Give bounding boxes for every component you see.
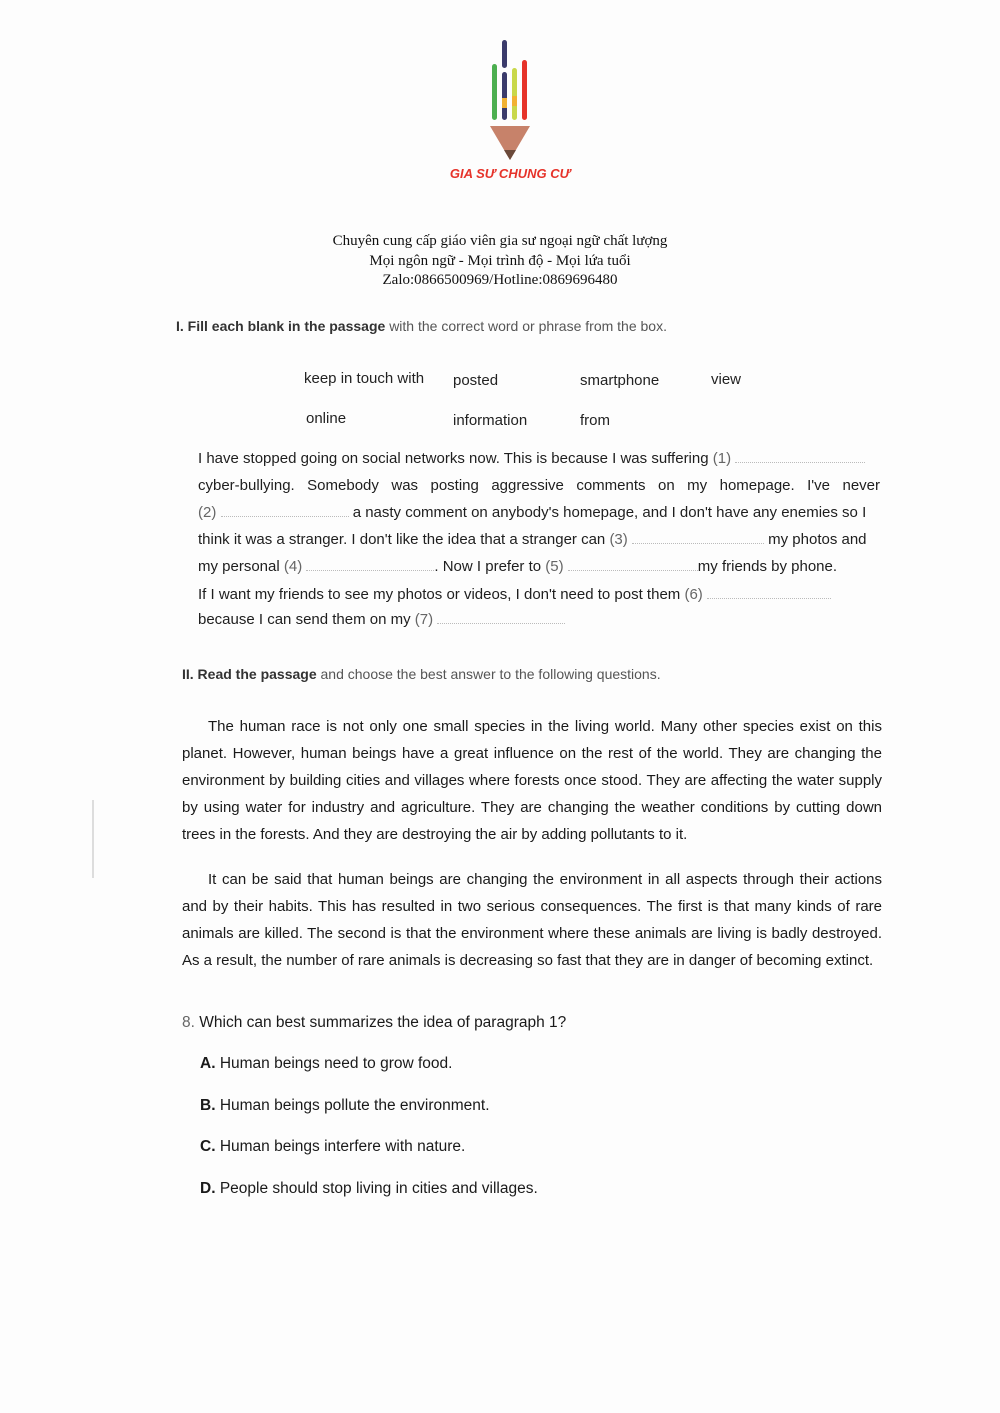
tagline-line-1: Chuyên cung cấp giáo viên gia sư ngoại ngữ chất lượng — [332, 233, 668, 249]
blank-number: (1) — [712, 450, 732, 467]
section-2-heading-label: II. Read the passage — [182, 666, 317, 682]
section-1-heading-rest: with the correct word or phrase from the box. — [389, 318, 667, 334]
word-box — [298, 362, 766, 434]
passage-line-7: because I can send them on my (7) — [198, 609, 880, 630]
box-word: posted — [453, 372, 499, 389]
question-8 — [182, 1014, 566, 1032]
box-word: from — [580, 412, 610, 429]
blank-number: (2) — [198, 504, 217, 521]
option-letter: D. — [200, 1180, 216, 1197]
passage-line-3: (2) a nasty comment on anybody's homepage, and I don't have any enemies so I — [198, 504, 867, 521]
option-letter: B. — [200, 1097, 216, 1114]
blank-7[interactable] — [437, 609, 565, 624]
passage-line-4: think it was a stranger. I don't like the idea that a stranger can (3) my photos and — [198, 531, 867, 548]
blank-3[interactable] — [632, 529, 764, 544]
option-letter: C. — [200, 1138, 216, 1155]
blank-number: (3) — [609, 531, 628, 548]
box-word: view — [711, 371, 742, 388]
passage-line-5: my personal (4) . Now I prefer to (5) my friends by phone. — [198, 558, 838, 575]
option-c[interactable] — [200, 1138, 465, 1156]
tagline-line-2: Mọi ngôn ngữ - Mọi trình độ - Mọi lứa tuổi — [369, 253, 631, 269]
option-d[interactable] — [200, 1180, 538, 1198]
reading-paragraph-1: The human race is not only one small species in the living world. Many other species exist on this planet. However, human beings have a great influence on the rest of the world. They are changing the environment by building cities and villages where forests once stood. They are affecting the water supply by using water for industry and agriculture. They are changing the weather conditions by cutting down trees in the forests. And they are destroying the air by adding pollutants to it. — [182, 718, 882, 843]
section-2-heading — [182, 666, 661, 682]
reading-paragraph-2: It can be said that human beings are changing the environment in all aspects through their actions and by their habits. This has resulted in two serious consequences. The first is that many kinds of rare animals are killed. The second is that the environment where these animals are living is badly destroyed. As a result, the number of rare animals is decreasing so fast that they are in danger of becoming extinct. — [182, 871, 882, 969]
option-text: Human beings interfere with nature. — [219, 1138, 466, 1155]
box-word: keep in touch with — [304, 370, 425, 387]
section-1-heading — [176, 318, 667, 334]
blank-5[interactable] — [568, 556, 698, 571]
box-word: smartphone — [580, 372, 660, 389]
blank-number: (5) — [545, 558, 564, 575]
blank-2[interactable] — [221, 502, 349, 517]
section-2-heading-rest: and choose the best answer to the following questions. — [320, 666, 661, 682]
pencil-logo-icon — [480, 38, 550, 168]
tagline-contact: Zalo:0866500969/Hotline:0869696480 — [382, 272, 618, 288]
blank-6[interactable] — [707, 584, 831, 599]
question-text: Which can best summarizes the idea of paragraph 1? — [199, 1014, 567, 1031]
blank-number: (4) — [283, 558, 303, 575]
blank-4[interactable] — [306, 556, 434, 571]
section-1-heading-label: I. Fill each blank in the passage — [176, 318, 386, 334]
question-number: 8. — [182, 1014, 195, 1031]
passage-line-2: cyber-bullying. Somebody was posting aggressive comments on my homepage. I've never — [198, 477, 880, 494]
blank-number: (7) — [414, 611, 434, 628]
option-text: Human beings pollute the environment. — [219, 1097, 490, 1114]
passage-line-1: I have stopped going on social networks now. This is because I was suffering (1) — [198, 448, 880, 469]
option-text: People should stop living in cities and villages. — [219, 1180, 538, 1197]
option-b[interactable] — [200, 1097, 490, 1115]
option-text: Human beings need to grow food. — [219, 1055, 453, 1072]
option-letter: A. — [200, 1055, 216, 1072]
scan-mark — [92, 800, 94, 878]
passage-line-6: If I want my friends to see my photos or videos, I don't need to post them (6) — [198, 584, 880, 605]
box-word: online — [306, 410, 347, 427]
box-word: information — [453, 412, 528, 429]
option-a[interactable] — [200, 1055, 452, 1073]
brand-name: GIA SƯ CHUNG CƯ — [449, 166, 571, 181]
blank-1[interactable] — [735, 448, 865, 463]
blank-number: (6) — [684, 586, 703, 603]
